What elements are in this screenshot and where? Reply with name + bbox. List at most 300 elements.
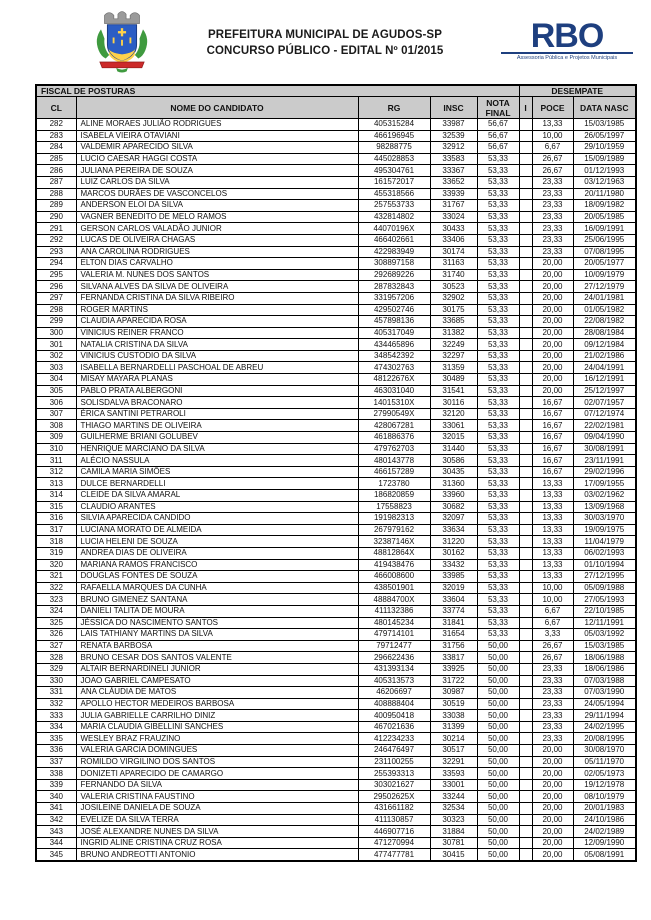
rg-cell: 161572017 — [358, 176, 430, 188]
candidate-row — [36, 698, 636, 710]
rg-cell: 408888404 — [358, 698, 430, 710]
cl-cell: 295 — [36, 269, 76, 281]
cl-cell: 318 — [36, 536, 76, 548]
rg-cell: 445028853 — [358, 153, 430, 165]
poce-cell: 20,00 — [532, 849, 573, 861]
rg-cell: 455318566 — [358, 188, 430, 200]
cl-cell: 341 — [36, 803, 76, 815]
data-nasc-cell: 05/11/1970 — [573, 756, 636, 768]
i-cell — [519, 420, 532, 432]
cl-cell: 310 — [36, 443, 76, 455]
nome-cell: MARCOS DURÃES DE VASCONCELOS — [76, 188, 358, 200]
i-cell — [519, 374, 532, 386]
data-nasc-cell: 03/12/1963 — [573, 176, 636, 188]
rg-cell: 405313573 — [358, 675, 430, 687]
poce-cell: 20,00 — [532, 304, 573, 316]
candidate-row — [36, 571, 636, 583]
poce-cell: 20,00 — [532, 281, 573, 293]
i-cell — [519, 721, 532, 733]
insc-cell: 33925 — [430, 663, 477, 675]
nota-final-cell: 53,33 — [477, 269, 519, 281]
rg-cell: 466157289 — [358, 466, 430, 478]
cl-cell: 307 — [36, 408, 76, 420]
candidate-row — [36, 362, 636, 374]
cl-cell: 319 — [36, 547, 76, 559]
insc-cell: 33583 — [430, 153, 477, 165]
nome-cell: JULIA GABRIELLE CARRILHO DINIZ — [76, 710, 358, 722]
candidate-row — [36, 501, 636, 513]
data-nasc-cell: 07/03/1988 — [573, 675, 636, 687]
data-nasc-cell: 30/03/1970 — [573, 513, 636, 525]
i-cell — [519, 350, 532, 362]
data-nasc-cell: 12/09/1990 — [573, 837, 636, 849]
insc-cell: 31359 — [430, 362, 477, 374]
nota-final-cell: 53,33 — [477, 536, 519, 548]
i-cell — [519, 211, 532, 223]
nome-cell: CLAUDIO ARANTES — [76, 501, 358, 513]
nome-cell: JOAO GABRIEL CAMPESATO — [76, 675, 358, 687]
poce-cell: 20,00 — [532, 350, 573, 362]
nome-cell: CLEIDE DA SILVA AMARAL — [76, 490, 358, 502]
insc-cell: 33001 — [430, 779, 477, 791]
cl-cell: 286 — [36, 165, 76, 177]
nome-cell: MARIANA RAMOS FRANCISCO — [76, 559, 358, 571]
rg-cell: 495304761 — [358, 165, 430, 177]
i-cell — [519, 130, 532, 142]
column-header-row — [36, 97, 636, 119]
poce-cell: 23,33 — [532, 176, 573, 188]
cl-cell: 325 — [36, 617, 76, 629]
i-cell — [519, 455, 532, 467]
cl-cell: 305 — [36, 385, 76, 397]
nome-cell: WESLEY BRAZ FRAUZINO — [76, 733, 358, 745]
insc-cell: 31541 — [430, 385, 477, 397]
poce-cell: 6,67 — [532, 605, 573, 617]
nome-cell: JOSILEINE DANIELA DE SOUZA — [76, 803, 358, 815]
data-nasc-cell: 24/10/1986 — [573, 814, 636, 826]
section-title: FISCAL DE POSTURAS — [36, 85, 519, 97]
rbo-logo-tagline: Assessoria Pública e Projetos Municipais — [501, 52, 633, 61]
nome-cell: CLAUDIA APARECIDA ROSA — [76, 316, 358, 328]
rg-cell: 246476497 — [358, 745, 430, 757]
poce-cell: 23,33 — [532, 234, 573, 246]
poce-cell: 16,67 — [532, 466, 573, 478]
poce-cell: 20,00 — [532, 269, 573, 281]
cl-cell: 314 — [36, 490, 76, 502]
candidate-row — [36, 339, 636, 351]
nome-cell: HENRIQUE MARCIANO DA SILVA — [76, 443, 358, 455]
data-nasc-cell: 01/10/1994 — [573, 559, 636, 571]
insc-cell: 33367 — [430, 165, 477, 177]
i-cell — [519, 605, 532, 617]
data-nasc-cell: 03/02/1962 — [573, 490, 636, 502]
data-nasc-cell: 29/02/1996 — [573, 466, 636, 478]
nota-final-cell: 56,67 — [477, 142, 519, 154]
poce-cell: 23,33 — [532, 733, 573, 745]
data-nasc-cell: 15/03/1985 — [573, 640, 636, 652]
nota-final-cell: 53,33 — [477, 559, 519, 571]
poce-cell: 6,67 — [532, 617, 573, 629]
data-nasc-cell: 29/11/1994 — [573, 710, 636, 722]
nota-final-cell: 53,33 — [477, 408, 519, 420]
i-cell — [519, 188, 532, 200]
candidate-row — [36, 779, 636, 791]
rg-cell: 17558823 — [358, 501, 430, 513]
nota-final-cell: 50,00 — [477, 768, 519, 780]
nota-final-cell: 53,33 — [477, 478, 519, 490]
data-nasc-cell: 27/12/1995 — [573, 571, 636, 583]
nota-final-cell: 50,00 — [477, 675, 519, 687]
nota-final-cell: 50,00 — [477, 652, 519, 664]
i-cell — [519, 675, 532, 687]
insc-cell: 31360 — [430, 478, 477, 490]
data-nasc-cell: 05/08/1991 — [573, 849, 636, 861]
data-nasc-cell: 23/11/1991 — [573, 455, 636, 467]
i-cell — [519, 559, 532, 571]
cl-cell: 298 — [36, 304, 76, 316]
i-cell — [519, 119, 532, 131]
nome-cell: ISABELA VIEIRA OTAVIANI — [76, 130, 358, 142]
nota-final-cell: 53,33 — [477, 246, 519, 258]
nome-cell: ELTON DIAS CARVALHO — [76, 258, 358, 270]
rg-cell: 331957206 — [358, 292, 430, 304]
nota-final-cell: 53,33 — [477, 385, 519, 397]
candidate-row — [36, 826, 636, 838]
data-nasc-cell: 18/09/1982 — [573, 200, 636, 212]
rg-cell: 466402661 — [358, 234, 430, 246]
cl-cell: 335 — [36, 733, 76, 745]
candidate-row — [36, 153, 636, 165]
nota-final-cell: 53,33 — [477, 327, 519, 339]
i-cell — [519, 246, 532, 258]
nome-cell: SILVANA ALVES DA SILVA DE OLIVEIRA — [76, 281, 358, 293]
cl-cell: 332 — [36, 698, 76, 710]
nota-final-cell: 53,33 — [477, 513, 519, 525]
nota-final-cell: 53,33 — [477, 304, 519, 316]
cl-cell: 284 — [36, 142, 76, 154]
nome-cell: ANA CAROLINA RODRIGUES — [76, 246, 358, 258]
poce-cell: 13,33 — [532, 571, 573, 583]
rg-cell: 29502625X — [358, 791, 430, 803]
nome-cell: ANDERSON ELOI DA SILVA — [76, 200, 358, 212]
i-cell — [519, 234, 532, 246]
rg-cell: 431393134 — [358, 663, 430, 675]
cl-cell: 313 — [36, 478, 76, 490]
i-cell — [519, 269, 532, 281]
cl-cell: 309 — [36, 432, 76, 444]
data-nasc-cell: 20/08/1995 — [573, 733, 636, 745]
poce-cell: 20,00 — [532, 327, 573, 339]
candidate-row — [36, 176, 636, 188]
nota-final-cell: 53,33 — [477, 211, 519, 223]
nome-cell: MARIA CLAUDIA GIBELLINI SANCHES — [76, 721, 358, 733]
insc-cell: 31163 — [430, 258, 477, 270]
candidate-row — [36, 455, 636, 467]
insc-cell: 32912 — [430, 142, 477, 154]
candidate-row — [36, 420, 636, 432]
poce-cell: 23,33 — [532, 687, 573, 699]
insc-cell: 33406 — [430, 234, 477, 246]
cl-cell: 322 — [36, 582, 76, 594]
poce-cell: 23,33 — [532, 188, 573, 200]
nome-cell: ALTAIR BERNARDINELI JUNIOR — [76, 663, 358, 675]
cl-cell: 301 — [36, 339, 76, 351]
candidate-row — [36, 130, 636, 142]
candidate-row — [36, 443, 636, 455]
insc-cell: 33593 — [430, 768, 477, 780]
nota-final-cell: 53,33 — [477, 605, 519, 617]
nome-cell: VALERIA M. NUNES DOS SANTOS — [76, 269, 358, 281]
insc-cell: 31220 — [430, 536, 477, 548]
data-nasc-cell: 19/09/1975 — [573, 524, 636, 536]
candidate-row — [36, 211, 636, 223]
insc-cell: 30517 — [430, 745, 477, 757]
poce-cell: 13,33 — [532, 119, 573, 131]
cl-cell: 288 — [36, 188, 76, 200]
cl-cell: 300 — [36, 327, 76, 339]
data-nasc-cell: 27/12/1979 — [573, 281, 636, 293]
cl-cell: 290 — [36, 211, 76, 223]
i-cell — [519, 153, 532, 165]
insc-cell: 33634 — [430, 524, 477, 536]
nota-final-cell: 53,33 — [477, 547, 519, 559]
poce-cell: 20,00 — [532, 756, 573, 768]
rg-cell: 14015310X — [358, 397, 430, 409]
rg-cell: 255393313 — [358, 768, 430, 780]
rg-cell: 296622436 — [358, 652, 430, 664]
i-cell — [519, 490, 532, 502]
data-nasc-cell: 30/08/1991 — [573, 443, 636, 455]
cl-cell: 344 — [36, 837, 76, 849]
nota-final-cell: 53,33 — [477, 153, 519, 165]
i-cell — [519, 652, 532, 664]
cl-cell: 345 — [36, 849, 76, 861]
poce-cell: 20,00 — [532, 779, 573, 791]
data-nasc-cell: 11/04/1979 — [573, 536, 636, 548]
i-cell — [519, 397, 532, 409]
candidate-row — [36, 374, 636, 386]
cl-cell: 287 — [36, 176, 76, 188]
data-nasc-cell: 26/05/1997 — [573, 130, 636, 142]
nome-cell: ÉRICA SANTINI PETRAROLI — [76, 408, 358, 420]
cl-cell: 328 — [36, 652, 76, 664]
nome-cell: PABLO PRATA ALBERGONI — [76, 385, 358, 397]
i-cell — [519, 617, 532, 629]
i-cell — [519, 176, 532, 188]
document-header — [35, 4, 635, 80]
rg-cell: 474302763 — [358, 362, 430, 374]
insc-cell: 30682 — [430, 501, 477, 513]
i-cell — [519, 803, 532, 815]
candidate-row — [36, 316, 636, 328]
nome-cell: EVELIZE DA SILVA TERRA — [76, 814, 358, 826]
nome-cell: JÉSSICA DO NASCIMENTO SANTOS — [76, 617, 358, 629]
poce-cell: 20,00 — [532, 745, 573, 757]
candidate-row — [36, 165, 636, 177]
i-cell — [519, 339, 532, 351]
poce-cell: 16,67 — [532, 455, 573, 467]
candidate-row — [36, 675, 636, 687]
data-nasc-cell: 16/12/1991 — [573, 374, 636, 386]
candidate-row — [36, 791, 636, 803]
nota-final-cell: 53,33 — [477, 571, 519, 583]
cl-cell: 308 — [36, 420, 76, 432]
cl-cell: 296 — [36, 281, 76, 293]
rg-cell: 438501901 — [358, 582, 430, 594]
nota-final-cell: 53,33 — [477, 629, 519, 641]
candidate-row — [36, 733, 636, 745]
poce-cell: 26,67 — [532, 165, 573, 177]
rg-cell: 348542392 — [358, 350, 430, 362]
candidate-row — [36, 246, 636, 258]
insc-cell: 30586 — [430, 455, 477, 467]
data-nasc-cell: 12/11/1991 — [573, 617, 636, 629]
i-cell — [519, 756, 532, 768]
i-cell — [519, 710, 532, 722]
data-nasc-cell: 20/05/1977 — [573, 258, 636, 270]
candidate-row — [36, 663, 636, 675]
rg-cell: 303021627 — [358, 779, 430, 791]
candidate-row — [36, 385, 636, 397]
data-nasc-cell: 02/07/1957 — [573, 397, 636, 409]
data-nasc-cell: 25/12/1997 — [573, 385, 636, 397]
rg-cell: 257553733 — [358, 200, 430, 212]
data-nasc-cell: 21/02/1986 — [573, 350, 636, 362]
data-nasc-cell: 24/05/1994 — [573, 698, 636, 710]
nota-final-cell: 53,33 — [477, 316, 519, 328]
candidate-row — [36, 605, 636, 617]
insc-cell: 30174 — [430, 246, 477, 258]
nome-cell: INGRID ALINE CRISTINA CRUZ ROSA — [76, 837, 358, 849]
nome-cell: SILVIA APARECIDA CANDIDO — [76, 513, 358, 525]
i-cell — [519, 594, 532, 606]
i-cell — [519, 258, 532, 270]
poce-cell: 20,00 — [532, 374, 573, 386]
poce-cell: 6,67 — [532, 142, 573, 154]
poce-cell: 23,33 — [532, 663, 573, 675]
page-title-line1: PREFEITURA MUNICIPAL DE AGUDOS-SP — [208, 29, 442, 41]
candidate-row — [36, 408, 636, 420]
data-nasc-cell: 15/03/1985 — [573, 119, 636, 131]
insc-cell: 32902 — [430, 292, 477, 304]
nota-final-cell: 50,00 — [477, 791, 519, 803]
poce-cell: 20,00 — [532, 803, 573, 815]
candidate-row — [36, 350, 636, 362]
i-cell — [519, 571, 532, 583]
insc-cell: 31382 — [430, 327, 477, 339]
insc-cell: 33652 — [430, 176, 477, 188]
data-nasc-cell: 09/12/1984 — [573, 339, 636, 351]
i-cell — [519, 165, 532, 177]
i-cell — [519, 292, 532, 304]
candidate-row — [36, 258, 636, 270]
rg-cell: 48884700X — [358, 594, 430, 606]
nome-cell: GERSON CARLOS VALADÃO JUNIOR — [76, 223, 358, 235]
nota-final-cell: 53,33 — [477, 176, 519, 188]
candidate-row — [36, 721, 636, 733]
candidate-row — [36, 547, 636, 559]
poce-cell: 23,33 — [532, 246, 573, 258]
poce-cell: 23,33 — [532, 721, 573, 733]
data-nasc-cell: 28/08/1984 — [573, 327, 636, 339]
col-header-data-nasc: DATA NASC — [573, 97, 636, 119]
nome-cell: LAIS TATHIANY MARTINS DA SILVA — [76, 629, 358, 641]
rg-cell: 411130857 — [358, 814, 430, 826]
insc-cell: 33432 — [430, 559, 477, 571]
nome-cell: VALDEMIR APARECIDO SILVA — [76, 142, 358, 154]
nota-final-cell: 53,33 — [477, 350, 519, 362]
nota-final-cell: 53,33 — [477, 594, 519, 606]
nota-final-cell: 53,33 — [477, 362, 519, 374]
nome-cell: THIAGO MARTINS DE OLIVEIRA — [76, 420, 358, 432]
cl-cell: 297 — [36, 292, 76, 304]
candidate-row — [36, 466, 636, 478]
insc-cell: 32097 — [430, 513, 477, 525]
data-nasc-cell: 05/03/1992 — [573, 629, 636, 641]
insc-cell: 32539 — [430, 130, 477, 142]
rg-cell: 405317049 — [358, 327, 430, 339]
poce-cell: 23,33 — [532, 710, 573, 722]
insc-cell: 33685 — [430, 316, 477, 328]
insc-cell: 33774 — [430, 605, 477, 617]
data-nasc-cell: 30/08/1970 — [573, 745, 636, 757]
candidate-row — [36, 837, 636, 849]
poce-cell: 13,33 — [532, 536, 573, 548]
data-nasc-cell: 01/12/1993 — [573, 165, 636, 177]
insc-cell: 31654 — [430, 629, 477, 641]
candidate-row — [36, 292, 636, 304]
insc-cell: 30433 — [430, 223, 477, 235]
insc-cell: 32019 — [430, 582, 477, 594]
poce-cell: 20,00 — [532, 316, 573, 328]
data-nasc-cell: 07/12/1974 — [573, 408, 636, 420]
nome-cell: ROMILDO VIRGILINO DOS SANTOS — [76, 756, 358, 768]
candidate-row — [36, 513, 636, 525]
rg-cell: 191982313 — [358, 513, 430, 525]
i-cell — [519, 466, 532, 478]
data-nasc-cell: 16/09/1991 — [573, 223, 636, 235]
i-cell — [519, 640, 532, 652]
data-nasc-cell: 08/10/1979 — [573, 791, 636, 803]
nome-cell: APOLLO HECTOR MEDEIROS BARBOSA — [76, 698, 358, 710]
cl-cell: 327 — [36, 640, 76, 652]
cl-cell: 338 — [36, 768, 76, 780]
nota-final-cell: 50,00 — [477, 721, 519, 733]
candidate-row — [36, 617, 636, 629]
candidate-row — [36, 269, 636, 281]
results-table-wrapper — [35, 84, 635, 862]
cl-cell: 337 — [36, 756, 76, 768]
rg-cell: 48122676X — [358, 374, 430, 386]
i-cell — [519, 582, 532, 594]
data-nasc-cell: 07/08/1995 — [573, 246, 636, 258]
rg-cell: 434465896 — [358, 339, 430, 351]
poce-cell: 20,00 — [532, 826, 573, 838]
i-cell — [519, 200, 532, 212]
i-cell — [519, 814, 532, 826]
rg-cell: 477477781 — [358, 849, 430, 861]
poce-cell: 23,33 — [532, 211, 573, 223]
nome-cell: FERNANDO DA SILVA — [76, 779, 358, 791]
nota-final-cell: 53,33 — [477, 374, 519, 386]
candidate-row — [36, 710, 636, 722]
insc-cell: 32249 — [430, 339, 477, 351]
results-table — [35, 84, 637, 862]
rg-cell: 479714101 — [358, 629, 430, 641]
poce-cell: 16,67 — [532, 408, 573, 420]
data-nasc-cell: 13/09/1968 — [573, 501, 636, 513]
rg-cell: 412234233 — [358, 733, 430, 745]
